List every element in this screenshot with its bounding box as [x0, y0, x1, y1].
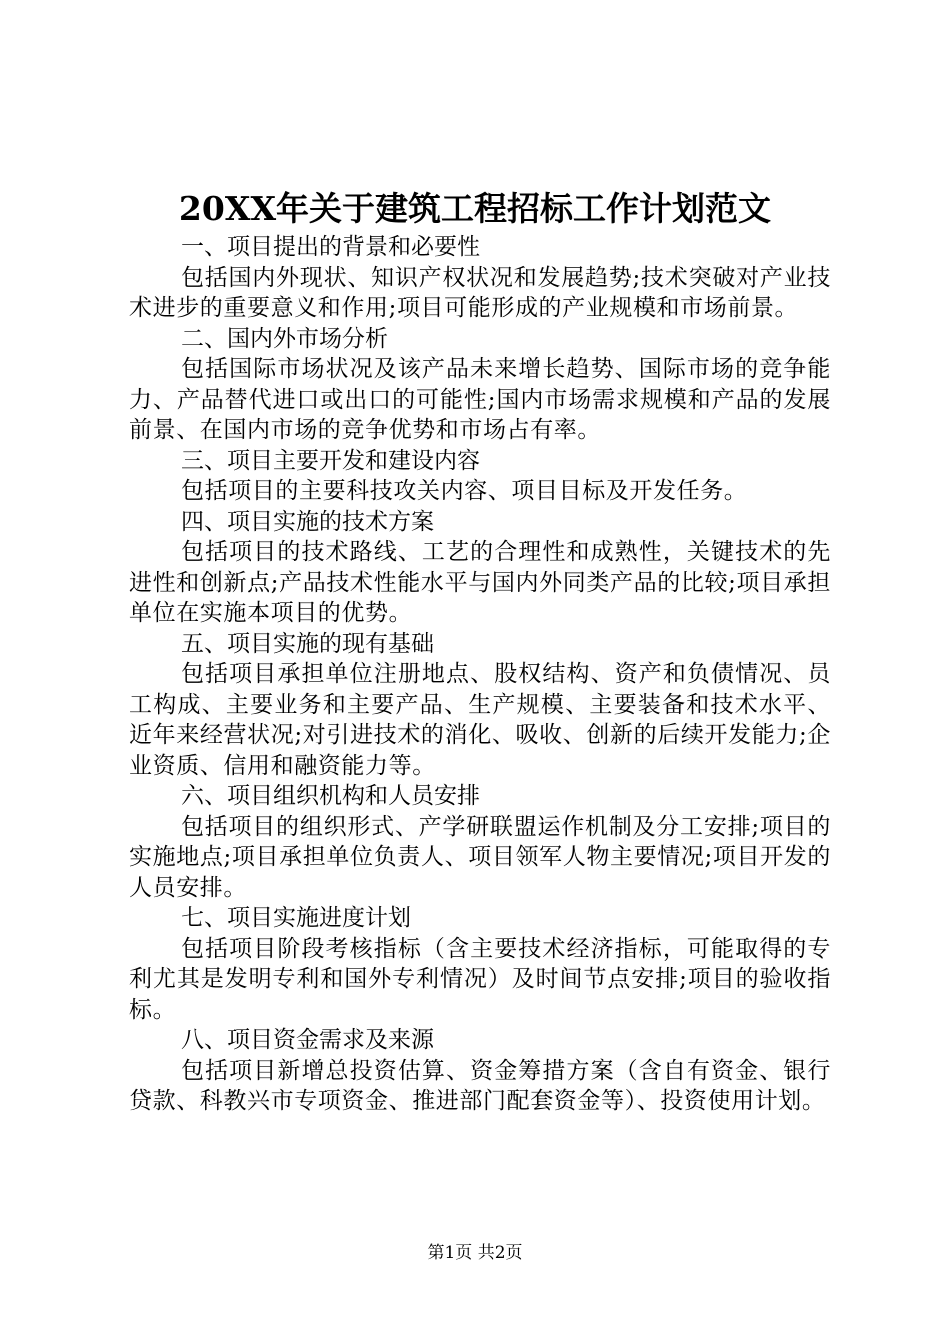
section-heading-5: 五、项目实施的现有基础: [181, 630, 434, 657]
section-body-3: 包括项目的主要科技攻关内容、项目目标及开发任务。: [181, 478, 748, 504]
section-body-2: 包括国际市场状况及该产品未来增长趋势、国际市场的竞争能力、产品替代进口或出口的可能性;国内市场需求规模和产品的发展前景、在国内市场的竞争优势和市场占有率。: [129, 356, 831, 443]
section-heading-3: 三、项目主要开发和建设内容: [181, 447, 480, 474]
section-heading-6: 六、项目组织机构和人员安排: [181, 783, 480, 809]
document-body: [129, 232, 831, 1117]
section-heading-2: 二、国内外市场分析: [181, 325, 388, 352]
section-body-8: 包括项目新增总投资估算、资金筹措方案（含自有资金、银行贷款、科教兴市专项资金、推进部门配套资金等）、投资使用计划。: [129, 1057, 831, 1114]
section-heading-4: 四、项目实施的技术方案: [181, 508, 434, 535]
section-body-1: 包括国内外现状、知识产权状况和发展趋势;技术突破对产业技术进步的重要意义和作用;项目可能形成的产业规模和市场前景。: [129, 264, 831, 321]
document-title: 20XX年关于建筑工程招标工作计划范文: [178, 189, 772, 228]
section-body-6: 包括项目的组织形式、产学研联盟运作机制及分工安排;项目的实施地点;项目承担单位负责人、项目领军人物主要情况;项目开发的人员安排。: [129, 813, 831, 901]
section-heading-7: 七、项目实施进度计划: [181, 905, 411, 931]
section-heading-8: 八、项目资金需求及来源: [181, 1027, 434, 1053]
section-body-4: 包括项目的技术路线、工艺的合理性和成熟性，关键技术的先进性和创新点;产品技术性能水平与国内外同类产品的比较;项目承担单位在实施本项目的优势。: [129, 539, 831, 626]
page-footer: 第1页 共2页: [427, 1243, 523, 1263]
section-body-7: 包括项目阶段考核指标（含主要技术经济指标，可能取得的专利尤其是发明专利和国外专利情况）及时间节点安排;项目的验收指标。: [129, 935, 831, 1023]
section-heading-1: 一、项目提出的背景和必要性: [181, 234, 480, 260]
section-body-5: 包括项目承担单位注册地点、股权结构、资产和负债情况、员工构成、主要业务和主要产品、生产规模、主要装备和技术水平、近年来经营状况;对引进技术的消化、吸收、创新的后续开发能力;企业资质、信用和融资能力等。: [129, 661, 831, 779]
